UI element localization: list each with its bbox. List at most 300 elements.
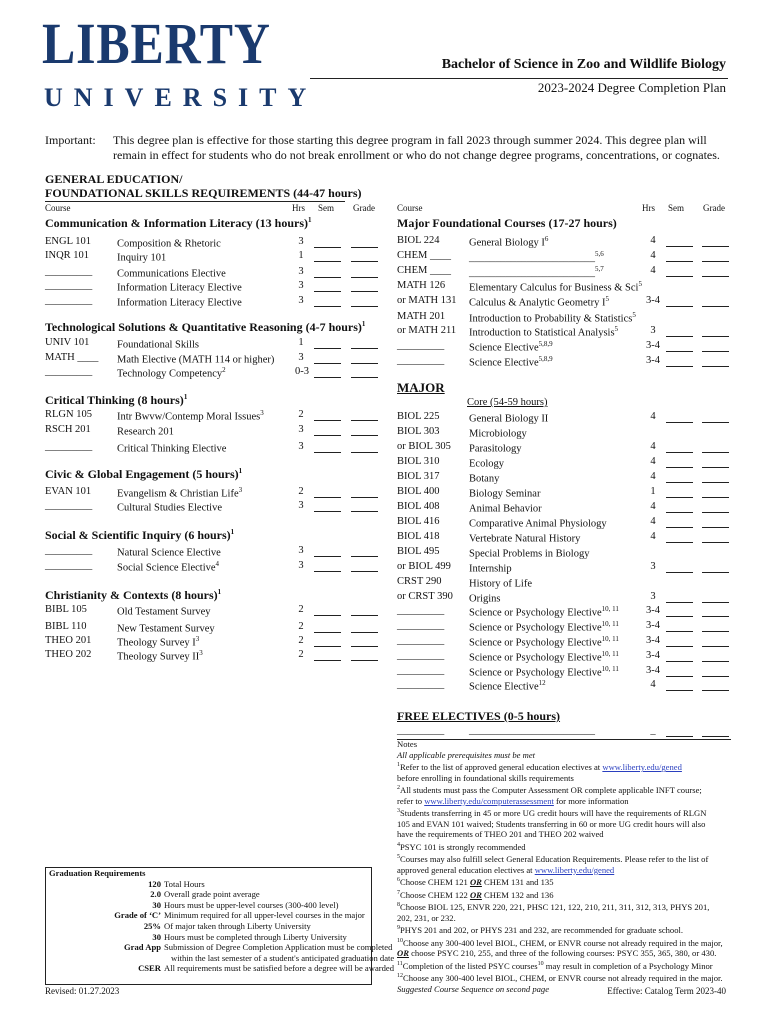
left-col-course: Course [45,203,71,213]
graduation-value: Of major taken through Liberty University [164,920,311,931]
course-row [45,352,385,366]
grade-blank[interactable] [702,456,729,468]
course-hours: 3-4 [646,620,660,631]
course-code: THEO 201 [45,635,92,646]
semester-blank[interactable] [666,501,693,513]
grade-blank[interactable] [702,325,729,337]
note-number: 9 [397,925,400,932]
course-hours: 3 [298,295,304,306]
course-name-text: Composition & Rhetoric [117,238,221,250]
course-name-text: Science or Psychology Elective [469,607,602,619]
graduation-value: Submission of Degree Completion Application must be completed [164,942,393,953]
grade-blank[interactable] [351,424,378,436]
semester-blank[interactable] [314,352,341,364]
grade-blank[interactable] [702,235,729,247]
course-name-text: Science or Psychology Elective [469,652,602,664]
note-line [397,948,731,959]
grade-blank[interactable] [351,560,378,572]
course-name-text: General Biology II [469,413,549,425]
grade-blank[interactable] [351,295,378,307]
course-code: BIOL 495 [397,546,440,557]
semester-blank[interactable] [666,561,693,573]
grade-blank[interactable] [351,366,378,378]
grade-blank[interactable] [702,561,729,573]
course-row [397,340,737,354]
important-label: Important: [45,133,96,147]
course-row [397,516,737,530]
course-row [397,471,737,485]
course-name [469,576,532,590]
course-hours: 3-4 [646,355,660,366]
semester-blank[interactable] [666,325,693,337]
course-name-text: Intr Bwvw/Contemp Moral Issues [117,411,261,423]
grade-blank[interactable] [702,605,729,617]
semester-blank[interactable] [314,649,341,661]
course-hours: 3 [298,424,304,435]
course-name[interactable] [469,265,604,279]
course-name [117,337,199,351]
course-code[interactable]: _________ [45,266,93,277]
semester-blank[interactable] [666,605,693,617]
course-row [397,486,737,500]
course-hours: 4 [650,441,656,452]
course-name-text: Animal Behavior [469,503,542,515]
note-link[interactable]: www.liberty.edu/gened [534,864,615,875]
grade-blank[interactable] [702,250,729,262]
semester-blank[interactable] [314,266,341,278]
semester-blank[interactable] [314,337,341,349]
graduation-key: 30 [152,899,161,910]
semester-blank[interactable] [314,366,341,378]
graduation-row [46,900,371,911]
course-footnote: 5,8,9 [538,340,553,348]
course-name [469,311,636,325]
semester-blank[interactable] [314,280,341,292]
graduation-key: 30 [152,931,161,942]
course-footnote: 4 [215,560,220,568]
course-row [397,665,737,679]
semester-blank[interactable] [666,411,693,423]
course-name-text: Elementary Calculus for Business & Sci [469,282,639,294]
note-line [397,865,731,876]
note-line [397,913,731,924]
course-code[interactable]: _________ [397,725,445,736]
graduation-value: Hours must be completed through Liberty University [164,931,347,942]
grade-blank[interactable] [702,501,729,513]
course-code: THEO 202 [45,649,92,660]
course-name[interactable]: ________________________ [469,725,595,736]
course-name-text: Science Elective [469,357,539,369]
course-name [117,621,215,635]
course-name [117,409,264,423]
course-name-text: Science or Psychology Elective [469,637,602,649]
course-code: BIOL 317 [397,471,440,482]
note-line [397,783,731,795]
grade-blank[interactable] [702,471,729,483]
grade-blank[interactable] [702,531,729,543]
note-text: All students must pass the Computer Assessment OR complete applicable INFT course; [400,785,702,796]
course-code[interactable]: _________ [45,500,93,511]
course-footnote: 10, 11 [601,650,619,658]
course-hours: 4 [650,531,656,542]
semester-blank[interactable] [666,725,693,737]
semester-blank[interactable] [314,635,341,647]
graduation-key: CSER [138,963,161,974]
course-name-text: Inquiry 101 [117,252,167,264]
course-code[interactable]: _________ [397,635,445,646]
note-text: have the requirements of THEO 201 and THEO 202 waived [397,829,604,840]
semester-blank[interactable] [314,621,341,633]
gen-ed-heading-line2: FOUNDATIONAL SKILLS REQUIREMENTS (44-47 hours) [45,186,362,200]
course-code[interactable]: _________ [45,545,93,556]
note-text-after: choose PSYC 210, 255, and three of the following courses: PSYC 355, 365, 380, or 430. [408,948,717,959]
course-row [397,531,737,545]
page-subtitle: 2023-2024 Degree Completion Plan [537,80,726,95]
note-number: 2 [397,785,400,792]
graduation-row [46,921,371,932]
right-col-course: Course [397,203,423,213]
semester-blank[interactable] [314,500,341,512]
course-row [45,649,385,663]
course-name [117,280,242,294]
course-row [45,266,385,280]
grade-blank[interactable] [351,409,378,421]
course-row [397,456,737,470]
grade-blank[interactable] [702,665,729,677]
semester-blank[interactable] [666,516,693,528]
course-footnote: 5 [605,295,609,303]
course-name-text: Research 201 [117,426,174,438]
course-name [469,561,512,575]
course-code[interactable]: _________ [45,560,93,571]
course-name [117,486,242,500]
semester-blank[interactable] [666,235,693,247]
course-name [117,604,211,618]
note-line [397,773,731,784]
major-core-heading: Core (54-59 hours) [467,397,548,408]
semester-blank[interactable] [314,560,341,572]
semester-blank[interactable] [314,545,341,557]
course-footnote: 5 [632,311,636,319]
note-text: Refer to the list of approved general education electives at [400,762,603,773]
course-name [469,605,619,619]
semester-blank[interactable] [666,441,693,453]
note-link[interactable]: www.liberty.edu/gened [602,762,682,773]
course-code[interactable]: CHEM ____ [397,265,451,276]
course-row [397,235,737,249]
course-footnote: 10, 11 [601,635,619,643]
grade-blank[interactable] [702,355,729,367]
semester-blank[interactable] [666,635,693,647]
course-hours: 3 [298,500,304,511]
grade-blank[interactable] [702,411,729,423]
semester-blank[interactable] [666,250,693,262]
course-row [397,576,737,590]
semester-blank[interactable] [666,679,693,691]
course-name-text: Science or Psychology Elective [469,622,602,634]
grade-blank[interactable] [702,725,729,737]
course-hours: 3-4 [646,295,660,306]
grade-blank[interactable] [351,649,378,661]
grade-blank[interactable] [702,635,729,647]
course-code: BIOL 400 [397,486,440,497]
note-text: 202, 231, or 232. [397,912,456,923]
course-name-text: Natural Science Elective [117,547,221,559]
grade-blank[interactable] [702,265,729,277]
liberty-logo-wordmark: LIBERTY [42,11,271,76]
course-row [45,295,385,309]
grade-blank[interactable] [702,340,729,352]
semester-blank[interactable] [314,295,341,307]
major-foundational-heading: Major Foundational Courses (17-27 hours) [397,216,617,230]
left-col-hrs: Hrs [292,203,305,213]
course-name-text: Science Elective [469,681,539,693]
grade-blank[interactable] [702,295,729,307]
course-hours: 3 [650,561,656,572]
grade-blank[interactable] [351,280,378,292]
note-text: Suggested Course Sequence on second page [397,983,550,994]
semester-blank[interactable] [314,250,341,262]
semester-blank[interactable] [314,236,341,248]
note-text: Choose CHEM 122 [400,889,470,900]
grade-blank[interactable] [351,604,378,616]
section-heading [45,588,221,603]
course-row [45,621,385,635]
course-code[interactable]: _________ [397,679,445,690]
course-row [397,311,737,325]
course-name [469,650,619,664]
course-name-text: Theology Survey I [117,637,196,649]
note-text: Completion of the listed PSYC courses [402,960,538,971]
course-hours: 3 [298,441,304,452]
course-footnote: 2 [222,366,226,374]
course-hours: 3 [298,280,304,291]
course-code: BIOL 310 [397,456,440,467]
course-name [469,325,618,339]
major-heading: MAJOR [397,380,445,395]
course-code: ENGL 101 [45,236,91,247]
course-code[interactable]: _________ [45,441,93,452]
course-row [45,280,385,294]
course-hours: 2 [298,621,304,632]
course-code: EVAN 101 [45,486,92,497]
course-hours: 4 [650,235,656,246]
note-number: 7 [397,889,400,896]
course-code: BIOL 303 [397,426,440,437]
semester-blank[interactable] [666,620,693,632]
course-name-text: ________________________ [469,252,595,264]
grade-blank[interactable] [702,591,729,603]
section-title: Christianity & Contexts (8 hours) [45,588,218,602]
course-code[interactable]: _________ [397,620,445,631]
course-code[interactable]: CHEM ____ [397,250,451,261]
course-hours: 3 [298,266,304,277]
semester-blank[interactable] [314,409,341,421]
course-row [397,650,737,664]
grade-blank[interactable] [351,635,378,647]
course-name-text: Old Testament Survey [117,606,211,618]
semester-blank[interactable] [666,650,693,662]
course-code: CRST 290 [397,576,442,587]
course-name-text: Social Science Elective [117,562,216,574]
semester-blank[interactable] [666,355,693,367]
course-footnote: 10, 11 [601,665,619,673]
note-link[interactable]: www.liberty.edu/computerassessment [424,795,554,806]
course-name [117,366,226,380]
course-code[interactable]: _________ [397,665,445,676]
graduation-row [46,889,371,900]
course-hours: 3 [298,545,304,556]
course-footnote: 5,6 [595,250,604,258]
course-name [469,635,619,649]
course-name [469,471,499,485]
course-hours: 3 [298,560,304,571]
grade-blank[interactable] [351,352,378,364]
semester-blank[interactable] [314,604,341,616]
grade-blank[interactable] [351,486,378,498]
semester-blank[interactable] [666,471,693,483]
note-text: approved general education electives at [397,864,535,875]
course-code[interactable]: _________ [45,295,93,306]
grade-blank[interactable] [702,620,729,632]
note-text: 105 and EVAN 101 waived; Students transferring in 60 or more UG credit hours will also [397,818,706,829]
grade-blank[interactable] [351,236,378,248]
course-name-text: Cultural Studies Elective [117,502,222,514]
grade-blank[interactable] [351,441,378,453]
section-footnote: 1 [238,467,243,475]
course-row [45,560,385,574]
gen-ed-heading-line1: GENERAL EDUCATION/ [45,172,183,186]
course-footnote: 3 [260,409,264,417]
course-hours: 1 [650,486,656,497]
course-name [117,560,219,574]
section-heading [45,216,311,231]
grade-blank[interactable] [702,679,729,691]
course-row [397,441,737,455]
semester-blank[interactable] [666,531,693,543]
course-hours: 2 [298,649,304,660]
course-name-text: Science or Psychology Elective [469,667,602,679]
note-text: All applicable prerequisites must be met [397,749,536,760]
course-hours: 3-4 [646,605,660,616]
semester-blank[interactable] [666,295,693,307]
course-code[interactable]: _________ [45,280,93,291]
course-name [469,546,589,560]
course-name [469,516,607,530]
semester-blank[interactable] [314,424,341,436]
course-hours: 3 [298,236,304,247]
note-line [397,923,731,935]
grade-blank[interactable] [351,250,378,262]
note-text-after: may result in completion of a Psychology Minor [543,960,713,971]
course-hours: 2 [298,486,304,497]
course-name-text: Parasitology [469,443,522,455]
semester-blank[interactable] [666,486,693,498]
course-name [117,352,274,366]
free-electives-row [397,725,737,739]
course-footnote: 6 [544,235,549,243]
note-line [397,959,731,971]
section-footnote: 1 [307,216,312,224]
course-name-text: New Testament Survey [117,623,215,635]
note-number: 1 [397,762,400,769]
course-code[interactable]: _________ [397,355,445,366]
semester-blank[interactable] [666,340,693,352]
course-code[interactable]: _________ [397,340,445,351]
course-code: or BIOL 499 [397,561,451,572]
note-line [397,888,731,900]
course-code[interactable]: _________ [45,366,93,377]
course-hours: 3 [650,591,656,602]
course-code[interactable]: _________ [397,650,445,661]
notes-title: Notes [397,739,418,749]
section-title: Civic & Global Engagement (5 hours) [45,467,239,481]
grade-blank[interactable] [702,650,729,662]
course-hours: 4 [650,411,656,422]
course-code[interactable]: MATH ____ [45,352,99,363]
course-row [397,411,737,425]
note-number: 6 [397,877,400,884]
grade-blank[interactable] [351,500,378,512]
course-name [117,266,226,280]
semester-blank[interactable] [666,456,693,468]
semester-blank[interactable] [666,591,693,603]
course-name [117,545,221,559]
course-name [469,620,619,634]
course-hours: 4 [650,250,656,261]
course-code: INQR 101 [45,250,90,261]
course-name-text: Botany [469,473,500,485]
course-code: BIOL 416 [397,516,440,527]
semester-blank[interactable] [666,665,693,677]
course-name[interactable] [469,250,604,264]
grade-blank[interactable] [702,441,729,453]
graduation-key: 25% [143,920,161,931]
note-number: 8 [397,902,400,909]
note-number: 10 [537,960,544,967]
note-line [397,760,731,772]
grade-blank[interactable] [351,337,378,349]
course-name-text: Internship [469,563,512,575]
graduation-row [46,910,371,921]
semester-blank[interactable] [314,486,341,498]
course-hours: 3 [650,325,656,336]
graduation-key: 120 [148,878,161,889]
course-footnote: 10, 11 [601,620,619,628]
section-heading [45,467,242,482]
semester-blank[interactable] [314,441,341,453]
gen-ed-rule [45,201,345,202]
course-hours: 2 [298,604,304,615]
note-text: before enrolling in foundational skills requirements [397,772,574,783]
course-name [469,295,609,309]
grade-blank[interactable] [351,266,378,278]
grade-blank[interactable] [351,621,378,633]
grade-blank[interactable] [351,545,378,557]
grade-blank[interactable] [702,486,729,498]
note-line [397,840,731,852]
course-name [117,500,222,514]
course-code: UNIV 101 [45,337,90,348]
course-code[interactable]: _________ [397,605,445,616]
course-hours: 3 [298,352,304,363]
semester-blank[interactable] [666,265,693,277]
grade-blank[interactable] [702,516,729,528]
course-footnote: 10, 11 [601,605,619,613]
note-line [397,900,731,912]
note-line [397,750,731,761]
course-row [397,620,737,634]
